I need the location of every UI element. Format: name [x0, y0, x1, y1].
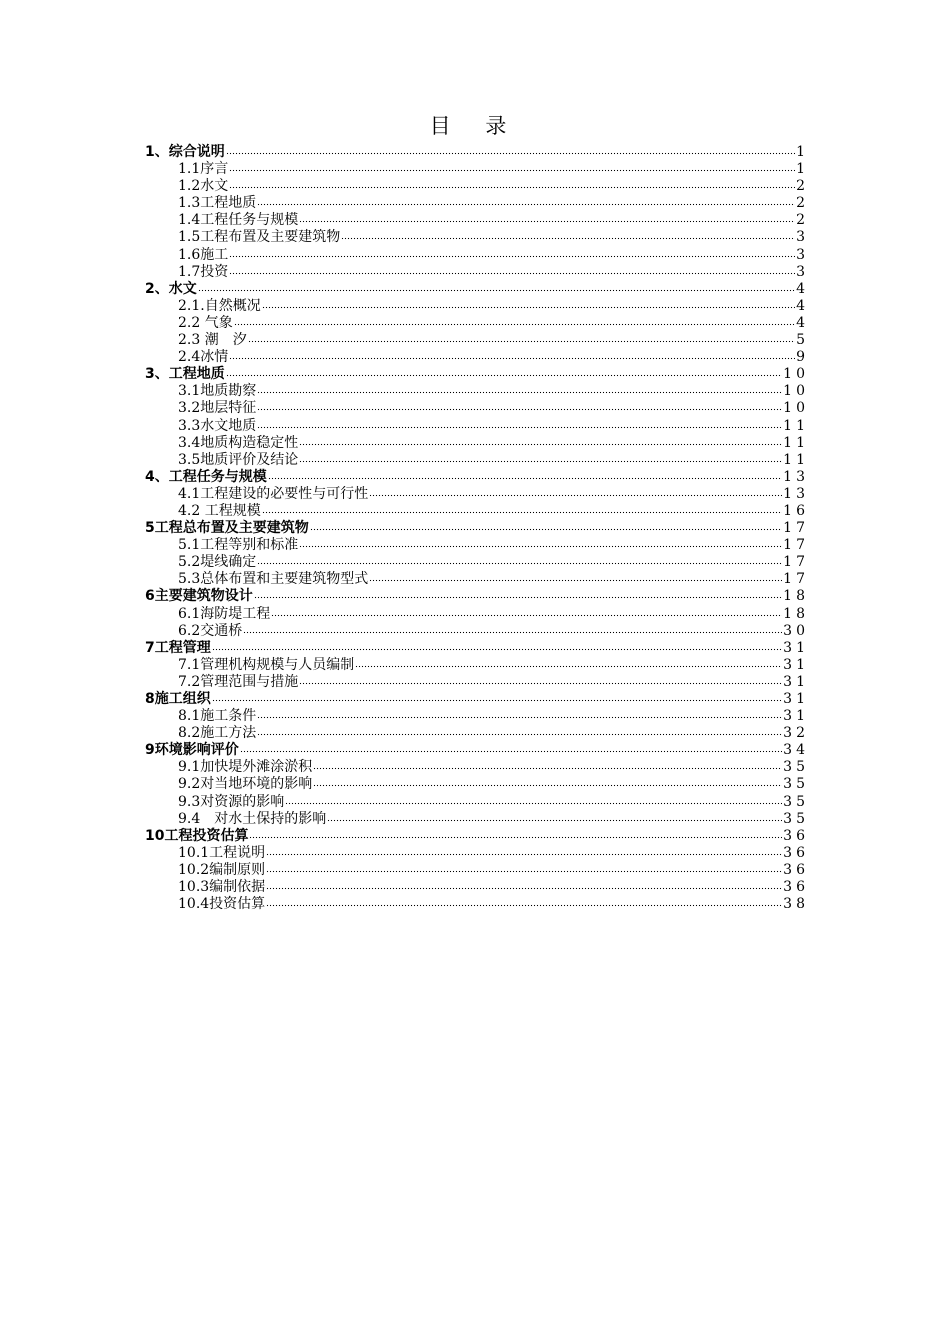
toc-entry-label: 3.2地层特征 — [178, 400, 257, 417]
toc-section-entry[interactable] — [145, 861, 809, 879]
dot-leader — [310, 519, 782, 531]
toc-entry-page-number: 2 — [796, 178, 809, 195]
toc-section-entry[interactable] — [145, 793, 809, 811]
toc-entry-label: 4、工程任务与规模 — [145, 468, 267, 485]
toc-entry-label: 5.1工程等别和标准 — [178, 537, 299, 554]
toc-section-entry[interactable] — [145, 349, 809, 366]
dot-leader — [271, 605, 782, 617]
toc-entry-label: 1、综合说明 — [145, 144, 225, 160]
toc-entry-page-number: 31 — [783, 691, 809, 707]
toc-entry-label: 7.2管理范围与措施 — [178, 673, 299, 690]
toc-entry-page-number: 4 — [796, 314, 809, 331]
dot-leader — [268, 468, 782, 480]
toc-entry-label: 6.2交通桥 — [178, 622, 243, 639]
toc-entry-page-number: 17 — [783, 520, 809, 537]
toc-section-entry[interactable] — [145, 708, 809, 725]
dot-leader — [266, 844, 782, 856]
dot-leader — [266, 878, 782, 890]
dot-leader — [229, 160, 795, 172]
toc-entry-label: 6主要建筑物设计 — [145, 588, 253, 605]
toc-entry-label: 2.3 潮 汐 — [178, 332, 247, 349]
toc-entry-label: 5.2堤线确定 — [178, 554, 257, 571]
toc-entry-page-number: 5 — [796, 332, 809, 349]
dot-leader — [369, 570, 782, 582]
dot-leader — [248, 331, 795, 343]
toc-entry-page-number: 3 — [796, 246, 809, 263]
toc-entry-page-number: 35 — [783, 810, 809, 827]
toc-entry-page-number: 31 — [783, 639, 809, 656]
dot-leader — [299, 211, 795, 223]
toc-entry-page-number: 34 — [783, 742, 809, 759]
toc-section-entry[interactable] — [145, 622, 809, 640]
toc-entry-page-number: 10 — [783, 400, 809, 417]
toc-entry-label: 1.1序言 — [178, 161, 229, 178]
toc-entry-label: 9环境影响评价 — [145, 742, 239, 759]
toc-entry-page-number: 17 — [783, 571, 809, 588]
toc-entry-label: 3.4地质构造稳定性 — [178, 434, 299, 451]
toc-entry-label: 9.2对当地环境的影响 — [178, 776, 313, 793]
dot-leader — [226, 365, 782, 377]
dot-leader — [262, 297, 795, 309]
toc-section-entry[interactable] — [145, 502, 809, 520]
toc-entry-label: 1.3工程地质 — [178, 195, 257, 212]
toc-entry-label: 2.4冰情 — [178, 349, 229, 366]
dot-leader — [229, 263, 795, 275]
toc-chapter-entry[interactable] — [145, 468, 809, 486]
dot-leader — [257, 399, 782, 411]
toc-entry-label: 8施工组织 — [145, 691, 211, 707]
toc-entry-label: 10.1工程说明 — [178, 844, 266, 861]
dot-leader — [257, 382, 782, 394]
toc-entry-label: 9.4 对水土保持的影响 — [178, 810, 327, 827]
dot-leader — [355, 656, 782, 668]
toc-entry-page-number: 18 — [783, 588, 809, 605]
toc-entry-label: 3.5地质评价及结论 — [178, 451, 299, 468]
toc-chapter-entry[interactable] — [145, 280, 809, 298]
toc-section-entry[interactable] — [145, 656, 809, 674]
dot-leader — [313, 758, 782, 770]
dot-leader — [266, 861, 782, 873]
toc-entry-label: 2.2 气象 — [178, 314, 233, 331]
dot-leader — [212, 690, 782, 702]
dot-leader — [257, 707, 782, 719]
toc-entry-page-number: 11 — [783, 417, 809, 434]
toc-section-entry[interactable] — [145, 246, 809, 264]
toc-entry-page-number: 1 — [796, 161, 809, 178]
toc-entry-label: 1.6施工 — [178, 246, 229, 263]
dot-leader — [249, 827, 782, 839]
toc-entry-label: 4.2 工程规模 — [178, 502, 261, 519]
toc-chapter-entry[interactable] — [145, 520, 809, 537]
toc-entry-label: 6.1海防堤工程 — [178, 605, 271, 622]
toc-section-entry[interactable] — [145, 229, 809, 246]
dot-leader — [262, 502, 782, 514]
toc-entry-label: 1.7投资 — [178, 263, 229, 280]
toc-entry-page-number: 30 — [783, 622, 809, 639]
toc-entry-label: 8.2施工方法 — [178, 725, 257, 742]
toc-section-entry[interactable] — [145, 314, 809, 332]
toc-entry-page-number: 31 — [783, 708, 809, 725]
dot-leader — [341, 228, 795, 240]
toc-section-entry[interactable] — [145, 383, 809, 400]
dot-leader — [240, 741, 782, 753]
dot-leader — [285, 793, 782, 805]
dot-leader — [299, 673, 782, 685]
toc-section-entry[interactable] — [145, 195, 809, 212]
toc-section-entry[interactable] — [145, 776, 809, 793]
toc-entry-label: 1.2水文 — [178, 178, 229, 195]
toc-section-entry[interactable] — [145, 537, 809, 554]
dot-leader — [234, 314, 795, 326]
toc-section-entry[interactable] — [145, 451, 809, 469]
toc-section-entry[interactable] — [145, 434, 809, 452]
dot-leader — [327, 810, 782, 822]
toc-section-entry[interactable] — [145, 673, 809, 691]
toc-entry-label: 2、水文 — [145, 280, 197, 297]
toc-entry-label: 7.1管理机构规模与人员编制 — [178, 656, 355, 673]
toc-entry-label: 3.1地质勘察 — [178, 383, 257, 400]
toc-entry-page-number: 35 — [783, 759, 809, 776]
toc-chapter-entry[interactable] — [145, 827, 809, 845]
page-title: 目 录 — [429, 114, 521, 138]
toc-chapter-entry[interactable] — [145, 144, 809, 161]
toc-section-entry[interactable] — [145, 554, 809, 571]
toc-section-entry[interactable] — [145, 844, 809, 862]
dot-leader — [299, 434, 782, 446]
toc-section-entry[interactable] — [145, 605, 809, 623]
toc-entry-label: 9.3对资源的影响 — [178, 793, 285, 810]
toc-entry-page-number: 2 — [796, 195, 809, 212]
dot-leader — [299, 451, 782, 463]
toc-entry-page-number: 36 — [783, 879, 809, 896]
toc-entry-page-number: 36 — [783, 861, 809, 878]
toc-entry-page-number: 17 — [783, 554, 809, 571]
toc-entry-page-number: 35 — [783, 793, 809, 810]
toc-entry-page-number: 31 — [783, 656, 809, 673]
toc-entry-page-number: 11 — [783, 451, 809, 468]
toc-entry-label: 1.4工程任务与规模 — [178, 212, 299, 229]
toc-section-entry[interactable] — [145, 810, 809, 828]
toc-entry-label: 3.3水文地质 — [178, 417, 257, 434]
toc-entry-label: 10.2编制原则 — [178, 861, 266, 878]
dot-leader — [266, 895, 782, 907]
dot-leader — [229, 177, 795, 189]
dot-leader — [313, 775, 782, 787]
toc-entry-label: 2.1.自然概况 — [178, 297, 261, 314]
dot-leader — [198, 280, 795, 292]
dot-leader — [257, 194, 795, 206]
toc-chapter-entry[interactable] — [145, 691, 809, 708]
toc-entry-label: 5.3总体布置和主要建筑物型式 — [178, 571, 369, 588]
toc-entry-label: 10.3编制依据 — [178, 879, 266, 896]
toc-entry-page-number: 3 — [796, 263, 809, 280]
toc-entry-page-number: 32 — [783, 725, 809, 742]
toc-section-entry[interactable] — [145, 571, 809, 588]
toc-entry-page-number: 3 — [796, 229, 809, 246]
toc-section-entry[interactable] — [145, 725, 809, 742]
toc-entry-page-number: 2 — [796, 212, 809, 229]
toc-entry-page-number: 10 — [783, 366, 809, 383]
toc-entry-page-number: 36 — [783, 827, 809, 844]
toc-entry-label: 8.1施工条件 — [178, 708, 257, 725]
toc-section-entry[interactable] — [145, 485, 809, 503]
dot-leader — [254, 587, 782, 599]
toc-section-entry[interactable] — [145, 212, 809, 229]
toc-section-entry[interactable] — [145, 297, 809, 315]
dot-leader — [257, 724, 782, 736]
toc-entry-page-number: 17 — [783, 537, 809, 554]
toc-section-entry[interactable] — [145, 879, 809, 896]
toc-section-entry[interactable] — [145, 161, 809, 178]
toc-entry-label: 10.4投资估算 — [178, 896, 266, 913]
dot-leader — [299, 536, 782, 548]
toc-section-entry[interactable] — [145, 400, 809, 417]
table-of-contents — [145, 144, 809, 913]
toc-chapter-entry[interactable] — [145, 366, 809, 383]
dot-leader — [226, 143, 795, 155]
toc-chapter-entry[interactable] — [145, 639, 809, 657]
toc-entry-label: 9.1加快堤外滩涂淤积 — [178, 759, 313, 776]
dot-leader — [257, 553, 782, 565]
toc-entry-label: 7工程管理 — [145, 639, 211, 656]
toc-entry-page-number: 18 — [783, 605, 809, 622]
toc-chapter-entry[interactable] — [145, 742, 809, 759]
toc-entry-label: 4.1工程建设的必要性与可行性 — [178, 485, 369, 502]
toc-section-entry[interactable] — [145, 332, 809, 349]
toc-entry-page-number: 31 — [783, 673, 809, 690]
toc-entry-page-number: 35 — [783, 776, 809, 793]
toc-entry-label: 1.5工程布置及主要建筑物 — [178, 229, 341, 246]
toc-chapter-entry[interactable] — [145, 588, 809, 605]
toc-entry-label: 10工程投资估算 — [145, 827, 249, 844]
dot-leader — [369, 485, 782, 497]
toc-section-entry[interactable] — [145, 178, 809, 195]
toc-section-entry[interactable] — [145, 263, 809, 281]
toc-entry-page-number: 13 — [783, 485, 809, 502]
toc-entry-label: 5工程总布置及主要建筑物 — [145, 520, 309, 537]
toc-section-entry[interactable] — [145, 417, 809, 435]
toc-section-entry[interactable] — [145, 896, 809, 913]
dot-leader — [212, 639, 782, 651]
toc-entry-page-number: 38 — [783, 896, 809, 913]
toc-entry-page-number: 10 — [783, 383, 809, 400]
toc-entry-page-number: 13 — [783, 468, 809, 485]
toc-entry-page-number: 16 — [783, 502, 809, 519]
dot-leader — [229, 246, 795, 258]
dot-leader — [257, 417, 782, 429]
toc-entry-page-number: 4 — [796, 280, 809, 297]
toc-entry-page-number: 36 — [783, 844, 809, 861]
toc-entry-page-number: 1 — [796, 144, 809, 160]
toc-entry-page-number: 11 — [783, 434, 809, 451]
toc-section-entry[interactable] — [145, 759, 809, 776]
toc-entry-label: 3、工程地质 — [145, 366, 225, 383]
dot-leader — [229, 348, 795, 360]
toc-entry-page-number: 4 — [796, 297, 809, 314]
dot-leader — [243, 622, 782, 634]
toc-entry-page-number: 9 — [796, 349, 809, 366]
